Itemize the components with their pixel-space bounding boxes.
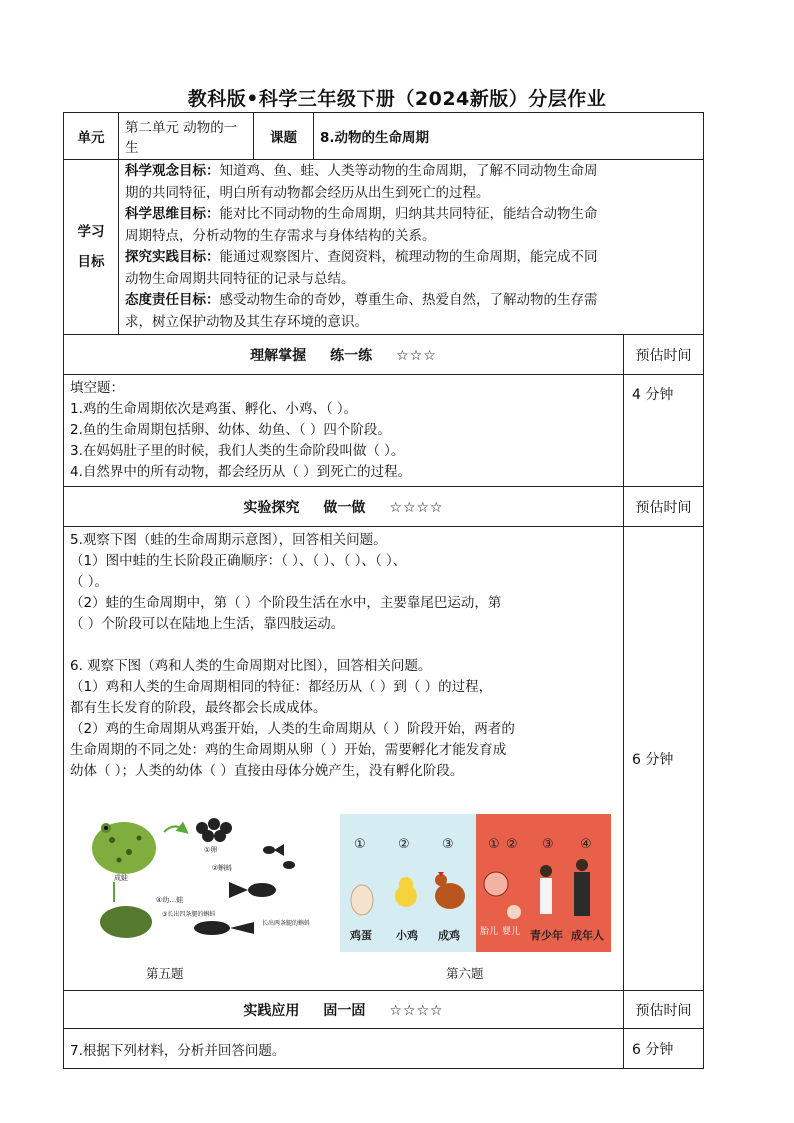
egg-cluster-icon: [196, 818, 232, 842]
svg-text:②: ②: [506, 837, 518, 852]
svg-text:①: ①: [488, 837, 500, 852]
question-line: 1.鸡的生命周期依次是鸡蛋、孵化、小鸡、（ ）。: [70, 401, 358, 417]
time-header: 预估时间: [624, 991, 704, 1029]
goal-item: 探究实践目标：能通过观察图片、查阅资料，梳理动物的生命周期，能完成不同 动物生命周期共同特征的记录与总结。: [125, 249, 598, 287]
question-line: 都有生长发育的阶段，最终都会长成成体。: [70, 700, 327, 716]
question-line: 4.自然界中的所有动物，都会经历从（ ）到死亡的过程。: [70, 464, 412, 480]
svg-text:③: ③: [542, 837, 554, 852]
question-line: 生命周期的不同之处：鸡的生命周期从卵（ ）开始，需要孵化才能发育成: [70, 742, 507, 758]
frog-label-side: 长出两条腿的蝌蚪: [262, 920, 311, 927]
tadpole-two-legs-icon: [229, 882, 276, 898]
section2-header: [64, 487, 704, 527]
section2-questions: [64, 527, 624, 991]
star-rating: ☆☆☆: [396, 347, 437, 364]
star-rating: ☆☆☆☆: [389, 499, 444, 516]
teen-icon: [540, 878, 552, 914]
section1-header: [64, 335, 704, 375]
fetus-label: 胎儿: [480, 927, 499, 937]
time-header: 预估时间: [624, 335, 704, 375]
svg-text:①: ①: [354, 837, 366, 852]
frog-lifecycle-image: [84, 810, 324, 960]
time-header: 预估时间: [624, 487, 704, 527]
question-line: 幼体（ ）；人类的幼体（ ）直接由母体分娩产生，没有孵化阶段。: [70, 763, 464, 779]
adult-icon: [574, 872, 590, 916]
section1-time: 4 分钟: [624, 375, 704, 487]
baby-icon: [507, 905, 521, 919]
frog-label-4: ④幼…蛙: [156, 896, 184, 904]
unit-value: 第二单元 动物的一生: [119, 113, 254, 160]
hen-icon: [435, 883, 465, 909]
star-rating: ☆☆☆☆: [389, 1002, 444, 1019]
worksheet-table: [63, 112, 704, 1069]
adult-label: 成年人: [571, 929, 604, 942]
question-line: 填空题：: [70, 380, 124, 396]
section2-title: 实验探究 做一做 ☆☆☆☆: [64, 487, 624, 527]
page-title: 教科版•科学三年级下册（2024新版）分层作业: [187, 88, 607, 110]
goal-item: 科学思维目标：能对比不同动物的生命周期，归纳其共同特征，能结合动物生命 周期特点，分析动物的生存需求与身体结构的关系。: [125, 206, 598, 244]
section1-questions: [64, 375, 624, 487]
caption-frog: 第五题: [146, 966, 184, 981]
tadpole-icon: [263, 844, 295, 869]
egg-label: 鸡蛋: [350, 929, 372, 942]
tadpole-four-legs-icon: [194, 921, 254, 935]
hen-label: 成鸡: [438, 929, 460, 942]
goal-item: 态度责任目标：感受动物生命的奇妙，尊重生命、热爱自然，了解动物的生存需 求，树立保护动物及其生存环境的意识。: [125, 292, 598, 330]
section3-title: 实践应用 固一固 ☆☆☆☆: [64, 991, 624, 1029]
question-line: （1）图中蛙的生长阶段正确顺序：（ ）、（ ）、（ ）、（ ）、: [70, 553, 407, 569]
question-line: （ ）个阶段可以在陆地上生活，靠四肢运动。: [70, 616, 345, 632]
chick-label: 小鸡: [396, 929, 418, 942]
section1-body: [64, 375, 704, 487]
header-row: [64, 113, 704, 160]
young-frog-icon: [100, 906, 152, 938]
section3-time: 6 分钟: [624, 1029, 704, 1069]
frog-label-3: ③长出四条腿的蝌蚪: [162, 911, 216, 918]
frog-label-5: 成蛙: [114, 874, 128, 882]
question-line: （1）鸡和人类的生命周期相同的特征：都经历从（ ）到（ ）的过程，: [70, 679, 493, 695]
caption-chicken: 第六题: [446, 966, 484, 981]
unit-label: 单元: [64, 113, 119, 160]
question-line: （2）鸡的生命周期从鸡蛋开始，人类的生命周期从（ ）阶段开始，两者的: [70, 721, 515, 737]
section2-time: 6 分钟: [624, 527, 704, 991]
frog-label-1: ①卵: [204, 846, 218, 854]
section3-question: 7.根据下列材料，分析并回答问题。: [64, 1029, 624, 1069]
question-line: （2）蛙的生命周期中，第（ ）个阶段生活在水中，主要靠尾巴运动，第: [70, 595, 502, 611]
chicken-human-lifecycle-image: [340, 814, 611, 952]
svg-text:②: ②: [398, 837, 410, 852]
goals-label: 学习 目标: [64, 160, 119, 335]
goal-item: 科学观念目标：知道鸡、鱼、蛙、人类等动物的生命周期，了解不同动物生命周 期的共同特征，明白所有动物都会经历从出生到死亡的过程。: [125, 163, 598, 201]
topic-value: 8.动物的生命周期: [314, 113, 704, 160]
section3-header: [64, 991, 704, 1029]
question-line: 6. 观察下图（鸡和人类的生命周期对比图），回答相关问题。: [70, 658, 432, 674]
egg-icon: [351, 885, 373, 915]
svg-text:④: ④: [580, 837, 592, 852]
baby-label: 婴儿: [502, 927, 521, 937]
frog-label-2: ②蝌蚪: [212, 864, 233, 872]
section2-body: [64, 527, 704, 991]
section1-title: 理解掌握 练一练 ☆☆☆: [64, 335, 624, 375]
fetus-icon: [484, 872, 508, 896]
teen-label: 青少年: [530, 929, 563, 942]
question-line: 5.观察下图（蛙的生命周期示意图），回答相关问题。: [70, 532, 387, 548]
svg-text:③: ③: [442, 837, 454, 852]
question-line: 2.鱼的生命周期包括卵、幼体、幼鱼、（ ）四个阶段。: [70, 422, 391, 438]
topic-label: 课题: [254, 113, 314, 160]
question-line: （ ）。: [70, 574, 109, 590]
goals-content: [119, 160, 704, 335]
section3-body: [64, 1029, 704, 1069]
question-line: 3.在妈妈肚子里的时候，我们人类的生命阶段叫做（ ）。: [70, 443, 405, 459]
figure-area: [70, 782, 617, 987]
goals-row: [64, 160, 704, 335]
